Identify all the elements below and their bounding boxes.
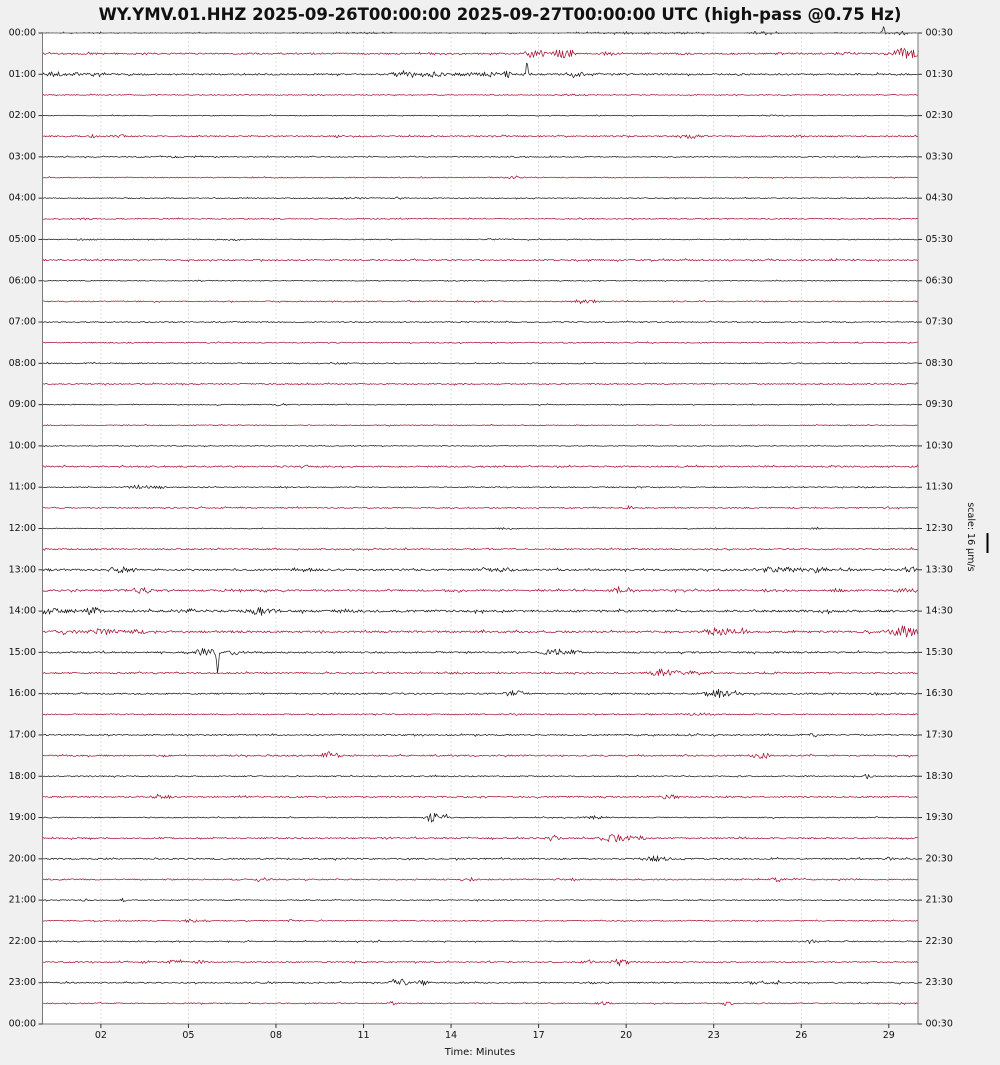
right-time-label: 01:30 xyxy=(925,68,953,80)
right-time-label: 11:30 xyxy=(925,481,953,493)
right-time-label: 22:30 xyxy=(925,935,953,947)
right-time-label: 16:30 xyxy=(925,688,953,700)
x-tick-label: 17 xyxy=(532,1030,545,1041)
left-time-label: 07:00 xyxy=(8,316,36,328)
x-tick-label: 11 xyxy=(357,1030,370,1041)
left-time-label: 06:00 xyxy=(8,275,36,287)
scale-bar xyxy=(987,533,989,553)
left-time-label: 08:00 xyxy=(8,357,36,369)
left-time-label: 20:00 xyxy=(8,853,36,865)
x-tick-label: 20 xyxy=(620,1030,633,1041)
left-time-label: 15:00 xyxy=(8,646,36,658)
right-time-label: 10:30 xyxy=(925,440,953,452)
right-time-label: 00:30 xyxy=(925,27,953,39)
right-time-label: 14:30 xyxy=(925,605,953,617)
left-time-label: 04:00 xyxy=(8,192,36,204)
x-tick-label: 26 xyxy=(795,1030,808,1041)
right-time-label: 05:30 xyxy=(925,233,953,245)
left-time-label: 09:00 xyxy=(8,399,36,411)
left-time-label: 22:00 xyxy=(8,935,36,947)
x-axis-label: Time: Minutes xyxy=(444,1047,516,1058)
right-time-label: 17:30 xyxy=(925,729,953,741)
right-time-label: 19:30 xyxy=(925,812,953,824)
left-time-label: 13:00 xyxy=(8,564,36,576)
left-time-label: 14:00 xyxy=(8,605,36,617)
plot-title: WY.YMV.01.HHZ 2025-09-26T00:00:00 2025-09-27T00:00:00 UTC (high-pass @0.75 Hz) xyxy=(98,5,902,24)
right-time-label: 09:30 xyxy=(925,399,953,411)
left-time-label: 23:00 xyxy=(8,977,36,989)
left-time-label: 18:00 xyxy=(8,770,36,782)
right-time-label: 04:30 xyxy=(925,192,953,204)
left-time-label: 01:00 xyxy=(8,68,36,80)
right-time-label: 23:30 xyxy=(925,977,953,989)
right-time-label: 03:30 xyxy=(925,151,953,163)
right-time-label: 08:30 xyxy=(925,357,953,369)
right-time-label: 13:30 xyxy=(925,564,953,576)
left-time-label: 11:00 xyxy=(8,481,36,493)
left-time-label: 16:00 xyxy=(8,688,36,700)
left-time-label: 17:00 xyxy=(8,729,36,741)
left-time-label: 21:00 xyxy=(8,894,36,906)
right-time-label: 21:30 xyxy=(925,894,953,906)
left-time-label: 19:00 xyxy=(8,812,36,824)
right-time-label: 18:30 xyxy=(925,770,953,782)
right-time-label: 00:30 xyxy=(925,1018,953,1030)
left-time-label: 12:00 xyxy=(8,523,36,534)
x-tick-label: 14 xyxy=(445,1030,458,1041)
left-time-label: 00:00 xyxy=(8,1018,36,1030)
scale-label: scale: 16 μm/s xyxy=(965,502,976,572)
right-time-label: 06:30 xyxy=(925,275,953,287)
left-time-label: 10:00 xyxy=(8,440,36,452)
right-time-label: 20:30 xyxy=(925,853,953,865)
x-tick-label: 29 xyxy=(882,1030,895,1041)
left-time-label: 03:00 xyxy=(8,151,36,163)
right-time-label: 02:30 xyxy=(925,110,953,122)
right-time-label: 15:30 xyxy=(925,646,953,658)
x-tick-label: 23 xyxy=(707,1030,720,1041)
left-time-label: 00:00 xyxy=(8,27,36,39)
right-time-label: 12:30 xyxy=(925,523,953,534)
left-time-label: 02:00 xyxy=(8,110,36,122)
right-time-label: 07:30 xyxy=(925,316,953,328)
x-tick-label: 05 xyxy=(182,1030,195,1041)
x-tick-label: 08 xyxy=(269,1030,283,1041)
x-tick-label: 02 xyxy=(94,1030,107,1041)
left-time-label: 05:00 xyxy=(8,233,36,245)
